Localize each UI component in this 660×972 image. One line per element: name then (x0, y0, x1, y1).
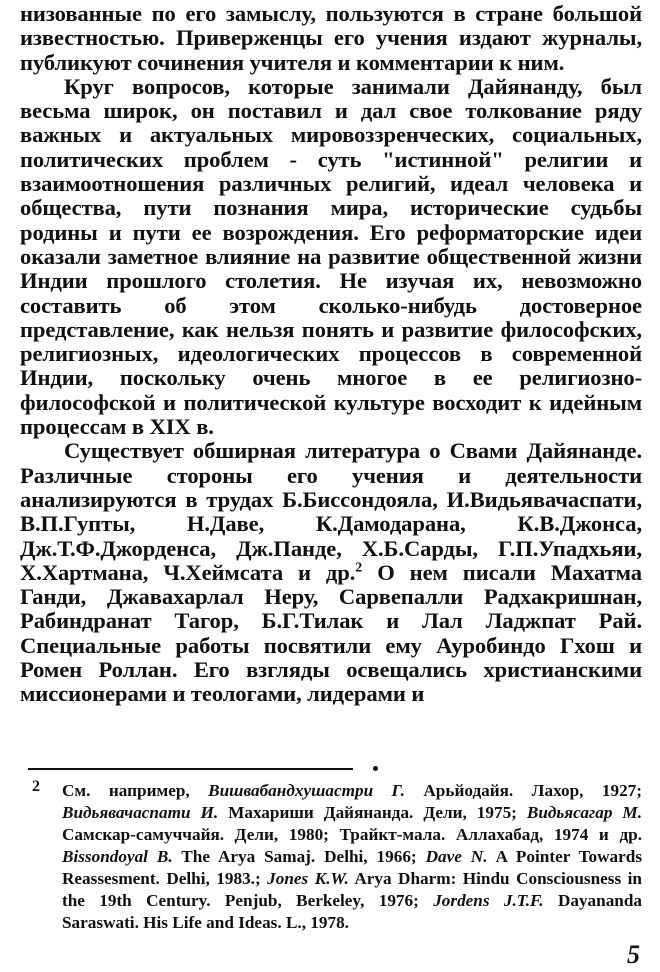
paragraph-2: Круг вопросов, которые занимали Дайянанду, был весьма широк, он поставил и дал свое толкование ряду важных и актуальных мировоззренческих, социальных, политических проблем - суть "истинной" религии и взаимоотношения различных религий, идеал человека и общества, пути познания мира, исторические судьбы родины и пути ее возрождения. Его реформаторские идеи оказали заметное влияние на развитие общественной жизни Индии прошлого столетия. Не изучая их, невозможно составить об этом сколько-нибудь достоверное представление, как нельзя понять и развитие философских, религиозных, идеологических процессов в современной Индии, поскольку очень многое в ее религиозно-философской и политической культуре восходит к идейным процессам в XIX в. (20, 73, 642, 440)
paragraph-1: низованные по его замыслу, пользуются в стране большой известностью. Приверженцы его учения издают журналы, публикуют сочинения учителя и комментарии к ним. (20, 1, 642, 75)
paragraph-3-text: Существует обширная литература о Свами Дайянанде. Различные стороны его учения и деятельности анализируются в трудах Б.Биссондояла, И.Видьявачаспати, В.П.Гупты, Н.Даве, К.Дамодарана, К.В.Джонса, Дж.Т.Ф.Джорденса, Дж.Панде, Х.Б.Сарды, Г.П.Упадхьяи, Х.Хартмана, Ч.Хеймсата и др. (20, 438, 642, 585)
footnote-segment: The Arya Samaj. Delhi, 1966; (172, 847, 426, 866)
page-body (20, 2, 642, 707)
separator-line (28, 768, 353, 770)
footnote-segment: Махариши Дайянанда. Дели, 1975; (218, 803, 527, 822)
footnote-separator (28, 764, 388, 774)
footnote-segment: Арьйодайя. Лахор, 1927; (404, 781, 642, 800)
footnote-reference[interactable]: 2 (355, 560, 363, 576)
footnote-author: Видьявачаспати И. (62, 803, 219, 822)
paragraph-3-tail: О нем писали Махатма Ганди, Джавахарлал Неру, Сарвепалли Радхакришнан, Рабиндранат Тагор, Б.Г.Тилак и Лал Ладжпат Рай. Специальные работы посвятили ему Ауробиндо Гхош и Ромен Роллан. Его взгляды освещались христианскими миссионерами и теологами, лидерами и (20, 559, 642, 707)
footnote-author: Видьясагар М. (526, 803, 642, 822)
page-number: 5 (627, 940, 640, 969)
footnote-segment: См. например, (62, 781, 209, 800)
footnote-author: Вишвабандхушастри Г. (208, 781, 405, 800)
paragraph-3 (20, 439, 642, 706)
footnote-author: Jones K.W. (267, 869, 349, 888)
footnote-segment: Arya Dharm: Hindu Consciousness in the 19th Century. Penjub, Berkeley, 1976; (62, 869, 642, 910)
separator-dot (373, 766, 378, 771)
footnote-segment: A Pointer Towards Reassesment. Delhi, 1983.; (62, 847, 643, 888)
footnote-segment: Самскар-самуччайя. Дели, 1980; Трайкт-мала. Аллахабад, 1974 и др. (62, 825, 642, 844)
footnote-author: Jordens J.T.F. (433, 891, 544, 910)
footnote-number: 2 (32, 778, 40, 795)
footnote-text (62, 780, 642, 934)
footnote-author: Dave N. (425, 847, 488, 866)
footnote-segment: Dayananda Saraswati. His Life and Ideas. L., 1978. (62, 891, 643, 932)
footnote-author: Bissondoyal B. (62, 847, 173, 866)
